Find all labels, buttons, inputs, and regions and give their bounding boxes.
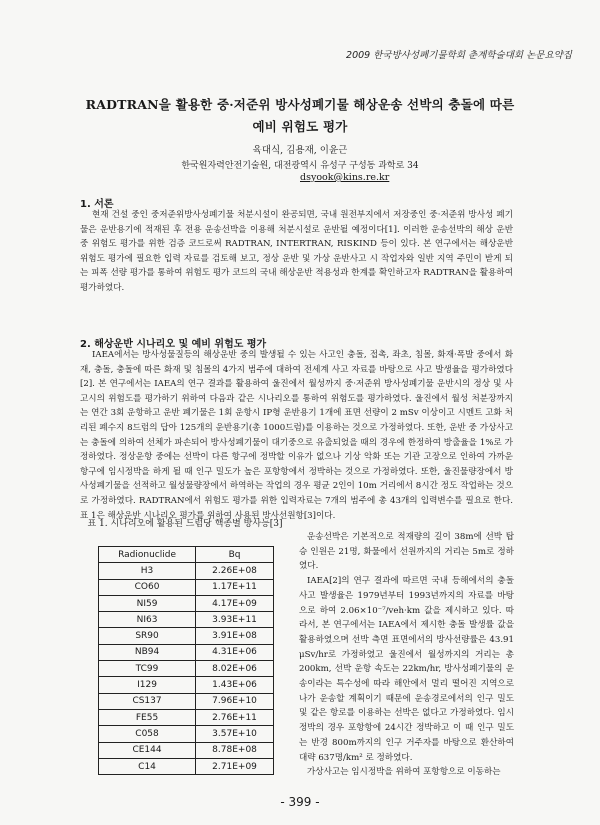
- author-email[interactable]: dsyook@kins.re.kr: [300, 172, 390, 183]
- table-row: [99, 742, 274, 758]
- activity-cell: 3.57E+10: [196, 726, 274, 742]
- nuclide-cell: TC99: [99, 661, 196, 677]
- table-row: [99, 758, 274, 774]
- nuclide-cell: C14: [99, 758, 196, 774]
- table-row: [99, 726, 274, 742]
- nuclide-cell: NB94: [99, 644, 196, 660]
- page-number: - 399 -: [280, 795, 320, 809]
- activity-cell: 3.91E+08: [196, 628, 274, 644]
- section-body-intro: 현재 건설 중인 중저준위방사성폐기물 처분시설이 완공되면, 국내 원전부지에서 저장중인 중·저준위 방사성 폐기물은 운반용기에 적재된 후 전용 운송선박을 이용해 처분시설로 운반될 예정이다[1]. 이러한 운송선박의 해상 운반 중 위험도 평가를 위한 검증 코드로써 RADTRAN, INTERTRAN, RISKIND 등이 있다. 본 연구에서는 해상운반 위험도 평가에 필요한 입력 자료를 검토해 보고, 정상 운반 및 가상 운반사고 시 작업자와 일반 지역 주민이 받게 되는 피폭 선량 평가를 통하여 위험도 평가 코드의 국내 해상운반 적용성과 한계를 확인하고자 RADTRAN을 활용하여 평가하였다.: [80, 210, 513, 293]
- table-row: [99, 579, 274, 595]
- nuclide-cell: NI59: [99, 595, 196, 611]
- section-body-scenario: IAEA에서는 방사성물질등의 해상운반 중의 발생될 수 있는 사고인 충돌, 접촉, 좌초, 침몰, 화재·폭발 중에서 화재, 충돌, 충돌에 따른 화재 및 침몰의 4가지 범주에 대하여 전세계 사고 자료를 바탕으로 사고 발생율을 평가하였다[2]. 본 연구에서는 IAEA의 연구 결과를 활용하여 울진에서 월성까지 중·저준위 방사성폐기물 운반시의 정상 및 사고시의 위험도를 평가하기 위하여 다음과 같은 시나리오를 통하여 위험도를 평가하였다. 울진에서 월성 처분장까지는 연간 3회 운항하고 운반 폐기물은 1회 운항시 IP형 운반용기 1개에 표면 선량이 2 mSv 이상이고 시멘트 고화 처리된 폐수지 8드럼의 답아 125개의 운반용기(총 1000드럼)를 이용하는 것으로 가정하였다. 또한, 운반 중 가상사고는 충돌에 의하여 선체가 파손되어 방사성폐기물이 대기중으로 유출되었을 때의 경우에 한정하여 방출율을 1%로 가정하였다. 정상운항 중에는 선박이 다른 항구에 정박할 이유가 없으나 기상 악화 또는 기관 고장으로 인하여 가까운 항구에 임시정박을 하게 될 때 인구 밀도가 높은 포항항에서 정박하는 것으로 가정하였다. 또한, 울진물량장에서 방사성폐기물을 선적하고 월성물량장에서 하역하는 작업의 경우 평균 2인이 10m 거리에서 8시간 정도 작업하는 것으로 가정하였다. RADTRAN에서 위험도 평가를 위한 입력자료는 7개의 범주에 총 43개의 입력변수를 필요로 한다. 표 1은 해상운반 시나리오 평가를 위하여 사용된 방사선원항[3]이다.: [80, 350, 513, 521]
- column-header-radionuclide: Radionuclide: [99, 547, 196, 563]
- section-heading-intro: 1. 서론: [80, 199, 114, 210]
- activity-cell: 2.71E+09: [196, 758, 274, 774]
- table-row: [99, 644, 274, 660]
- table-row: [99, 595, 274, 611]
- nuclide-cell: SR90: [99, 628, 196, 644]
- table-row: [99, 709, 274, 725]
- nuclide-cell: CE144: [99, 742, 196, 758]
- table-row: [99, 563, 274, 579]
- paper-title: [0, 94, 600, 138]
- title-line-2: 예비 위험도 평가: [252, 119, 348, 134]
- authors: 육대식, 김용재, 이윤근: [252, 145, 348, 156]
- table-caption: 표 1. 시나리오에 활용된 드럼당 핵종별 방사능[3]: [87, 519, 283, 529]
- radionuclide-table: [98, 546, 274, 775]
- table-row: [99, 628, 274, 644]
- nuclide-cell: CO60: [99, 579, 196, 595]
- right-paragraph-3: 가상사고는 임시정박을 위하여 포항항으로 이동하는: [307, 767, 501, 778]
- activity-cell: 2.76E+11: [196, 709, 274, 725]
- table-row: [99, 677, 274, 693]
- table-row: [99, 693, 274, 709]
- nuclide-cell: CS137: [99, 693, 196, 709]
- activity-cell: 8.78E+08: [196, 742, 274, 758]
- nuclide-cell: C058: [99, 726, 196, 742]
- nuclide-cell: I129: [99, 677, 196, 693]
- activity-cell: 2.26E+08: [196, 563, 274, 579]
- activity-cell: 3.93E+11: [196, 612, 274, 628]
- nuclide-cell: NI63: [99, 612, 196, 628]
- table-header-row: [99, 547, 274, 563]
- conference-header: 2009 한국방사성폐기물학회 춘계학술대회 논문요약집: [346, 50, 572, 61]
- activity-cell: 1.43E+06: [196, 677, 274, 693]
- activity-cell: 4.31E+06: [196, 644, 274, 660]
- table-row: [99, 661, 274, 677]
- nuclide-cell: FE55: [99, 709, 196, 725]
- affiliation: 한국원자력안전기술원, 대전광역시 유성구 구성동 과학로 34: [181, 161, 419, 171]
- right-paragraph-1: 운송선박은 기본적으로 적재량의 길이 38m에 선박 탑승 인원은 21명, 화물에서 선원까지의 거리는 5m로 정하였다.: [299, 532, 514, 572]
- section-heading-scenario: 2. 해상운반 시나리오 및 예비 위험도 평가: [80, 339, 267, 350]
- right-paragraph-2: IAEA[2]의 연구 결과에 따르면 국내 등해에서의 충돌 사고 발생율은 1979년부터 1993년까지의 자료를 바탕으로 하여 2.06×10⁻⁷/veh·km 값을 제시하고 있다. 따라서, 본 연구에서는 IAEA에서 제시한 충돌 발생률 값을 활용하였으며 선박 측면 표면에서의 방사선량률은 43.91 μSv/hr로 가정하였고 울진에서 월성까지의 거리는 총 200km, 선박 운항 속도는 22km/hr, 방사성폐기물의 운송이라는 특수성에 따라 해안에서 멀리 떨어진 지역으로 나가 운송할 계획이기 때문에 운송경로에서의 인구 밀도 및 같은 항로를 이용하는 선박은 없다고 가정하였다. 임시 정박의 경우 포항항에 24시간 정박하고 이 때 인구 밀도는 반경 800m까지의 인구 거주자를 바탕으로 환산하여 대략 637명/km² 로 정하였다.: [299, 576, 514, 763]
- right-column-text: [299, 530, 514, 780]
- nuclide-cell: H3: [99, 563, 196, 579]
- activity-cell: 4.17E+09: [196, 595, 274, 611]
- table-row: [99, 612, 274, 628]
- activity-cell: 8.02E+06: [196, 661, 274, 677]
- title-line-1: RADTRAN을 활용한 중·저준위 방사성폐기물 해상운송 선박의 충돌에 따른: [85, 97, 515, 112]
- activity-cell: 1.17E+11: [196, 579, 274, 595]
- activity-cell: 7.96E+10: [196, 693, 274, 709]
- column-header-bq: Bq: [196, 547, 274, 563]
